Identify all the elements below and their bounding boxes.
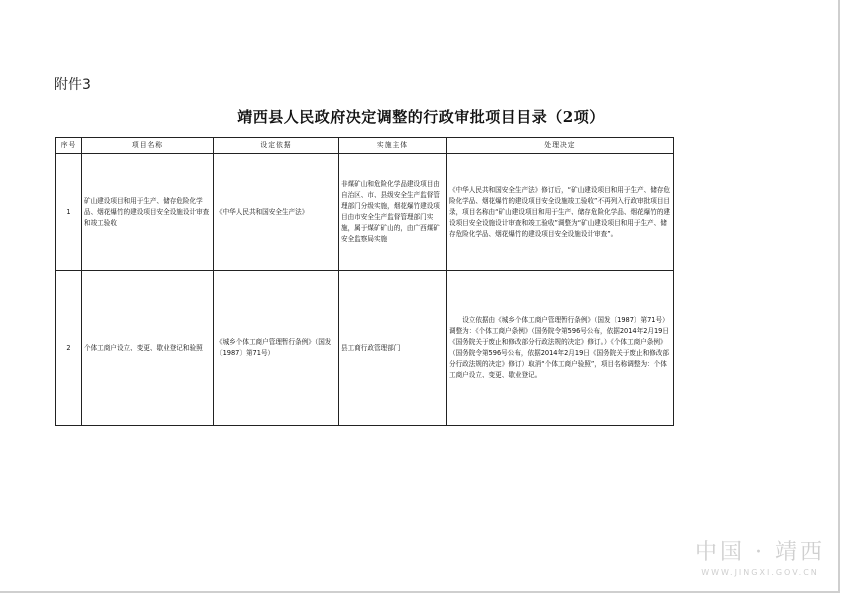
- header-seq: 序号: [56, 138, 82, 154]
- header-legal-basis: 设定依据: [214, 138, 339, 154]
- header-item-name: 项目名称: [82, 138, 214, 154]
- cell-decision: [447, 271, 674, 426]
- table-row: [56, 154, 674, 271]
- site-watermark: [690, 535, 830, 577]
- decision-text: 《中华人民共和国安全生产法》修订后，“矿山建设项目和用于生产、储存危险化学品、烟花爆竹的建设项目安全设施竣工验收”不再列入行政审批项目目录，项目名称由“矿山建设项目和用于生产、储存危险化学品、烟花爆竹的建设项目安全设施设计审查和竣工验收”调整为“矿山建设项目和用于生产、储存危险化学品、烟花爆竹的建设项目安全设施设计审查”。: [449, 185, 671, 238]
- document-title: 靖西县人民政府决定调整的行政审批项目目录（2项）: [237, 108, 605, 126]
- cell-item-name: 个体工商户设立、变更、歇业登记和验照: [82, 271, 214, 426]
- header-authority: 实施主体: [339, 138, 447, 154]
- decision-text: 设立依据由《城乡个体工商户管理暂行条例》（国发〔1987〕第71号）调整为：《个体工商户条例》（国务院令第596号公布，依据2014年2月19日《国务院关于废止和修改部分行政法规的决定》修订。）《个体工商户条例》（国务院令第596号公布，依据2014年2月19日《国务院关于废止和修改部分行政法规的决定》修订）取消“个体工商户验照”，项目名称调整为：个体工商户设立、变更、歇业登记。: [449, 316, 669, 379]
- cell-seq: 2: [56, 271, 82, 426]
- cell-legal-basis: 《中华人民共和国安全生产法》: [214, 154, 339, 271]
- attachment-label: 附件3: [54, 77, 91, 93]
- cell-decision: [447, 154, 674, 271]
- cell-authority: 县工商行政管理部门: [339, 271, 447, 426]
- approval-items-table: [55, 137, 674, 426]
- cell-item-name: 矿山建设项目和用于生产、储存危险化学品、烟花爆竹的建设项目安全设施设计审查和竣工验收: [82, 154, 214, 271]
- cell-authority: 非煤矿山和危险化学品建设项目由自治区、市、县级安全生产监督管理部门分级实施，烟花爆竹建设项目由市安全生产监督管理部门实施，属于煤矿矿山的，由广西煤矿安全监察局实施: [339, 154, 447, 271]
- table-row: [56, 271, 674, 426]
- watermark-logo-text: 中国 · 靖西: [695, 540, 825, 565]
- header-decision: 处理决定: [447, 138, 674, 154]
- cell-seq: 1: [56, 154, 82, 271]
- table-header-row: [56, 138, 674, 154]
- watermark-url: WWW.JINGXI.GOV.CN: [701, 568, 819, 577]
- cell-legal-basis: 《城乡个体工商户管理暂行条例》（国发〔1987〕第71号）: [214, 271, 339, 426]
